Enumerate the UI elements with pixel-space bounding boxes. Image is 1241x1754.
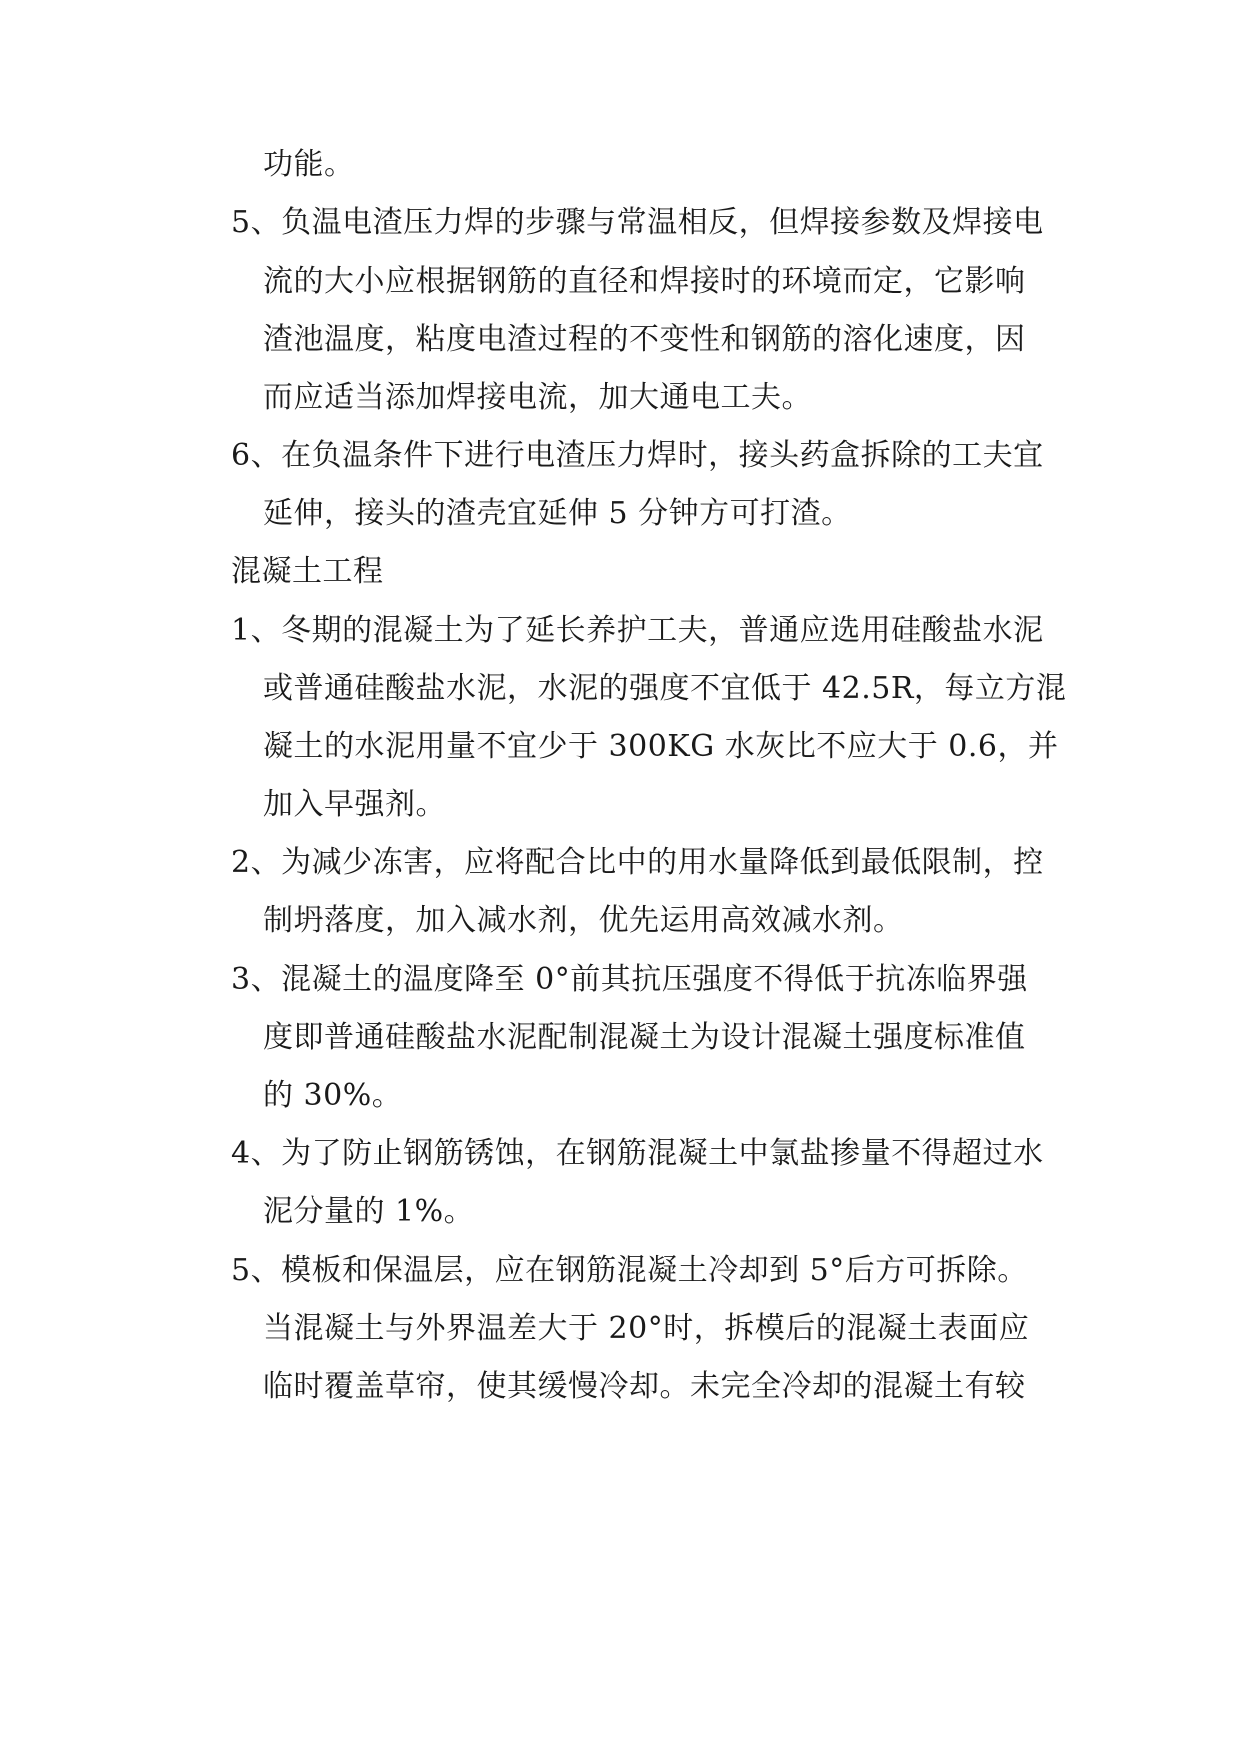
list-item-line: 当混凝土与外界温差大于 20°时，拆模后的混凝土表面应 [263,1311,1030,1346]
list-item-line: 临时覆盖草帘，使其缓慢冷却。未完全冷却的混凝土有较 [263,1369,1026,1404]
list-item-line: 5、模板和保温层，应在钢筋混凝土冷却到 5°后方可拆除。 [231,1253,1028,1288]
list-item-line: 加入早强剂。 [263,787,446,822]
list-item-line: 2、为减少冻害，应将配合比中的用水量降低到最低限制，控 [231,845,1044,880]
list-item-line: 5、负温电渣压力焊的步骤与常温相反，但焊接参数及焊接电 [231,205,1044,240]
list-item-line: 流的大小应根据钢筋的直径和焊接时的环境而定，它影响 [263,264,1026,299]
list-item-line: 泥分量的 1%。 [263,1194,475,1229]
list-item-line: 制坍落度，加入减水剂，优先运用高效减水剂。 [263,903,904,938]
list-item-line: 1、冬期的混凝土为了延长养护工夫，普通应选用硅酸盐水泥 [231,613,1044,648]
list-item-line: 延伸，接头的渣壳宜延伸 5 分钟方可打渣。 [263,496,852,531]
list-item-line: 或普通硅酸盐水泥，水泥的强度不宜低于 42.5R，每立方混 [263,671,1067,706]
list-item-line: 渣池温度，粘度电渣过程的不变性和钢筋的溶化速度，因 [263,322,1026,357]
list-item-line: 6、在负温条件下进行电渣压力焊时，接头药盒拆除的工夫宜 [231,438,1044,473]
list-item-line: 度即普通硅酸盐水泥配制混凝土为设计混凝土强度标准值 [263,1020,1026,1055]
list-item-line: 的 30%。 [263,1078,403,1113]
list-item-line: 而应适当添加焊接电流，加大通电工夫。 [263,380,812,415]
section-heading: 混凝土工程 [231,554,384,589]
list-item-line: 3、混凝土的温度降至 0°前其抗压强度不得低于抗冻临界强 [231,962,1028,997]
continuation-line: 功能。 [263,147,355,182]
list-item-line: 凝土的水泥用量不宜少于 300KG 水灰比不应大于 0.6，并 [263,729,1059,764]
list-item-line: 4、为了防止钢筋锈蚀，在钢筋混凝土中氯盐掺量不得超过水 [231,1136,1044,1171]
